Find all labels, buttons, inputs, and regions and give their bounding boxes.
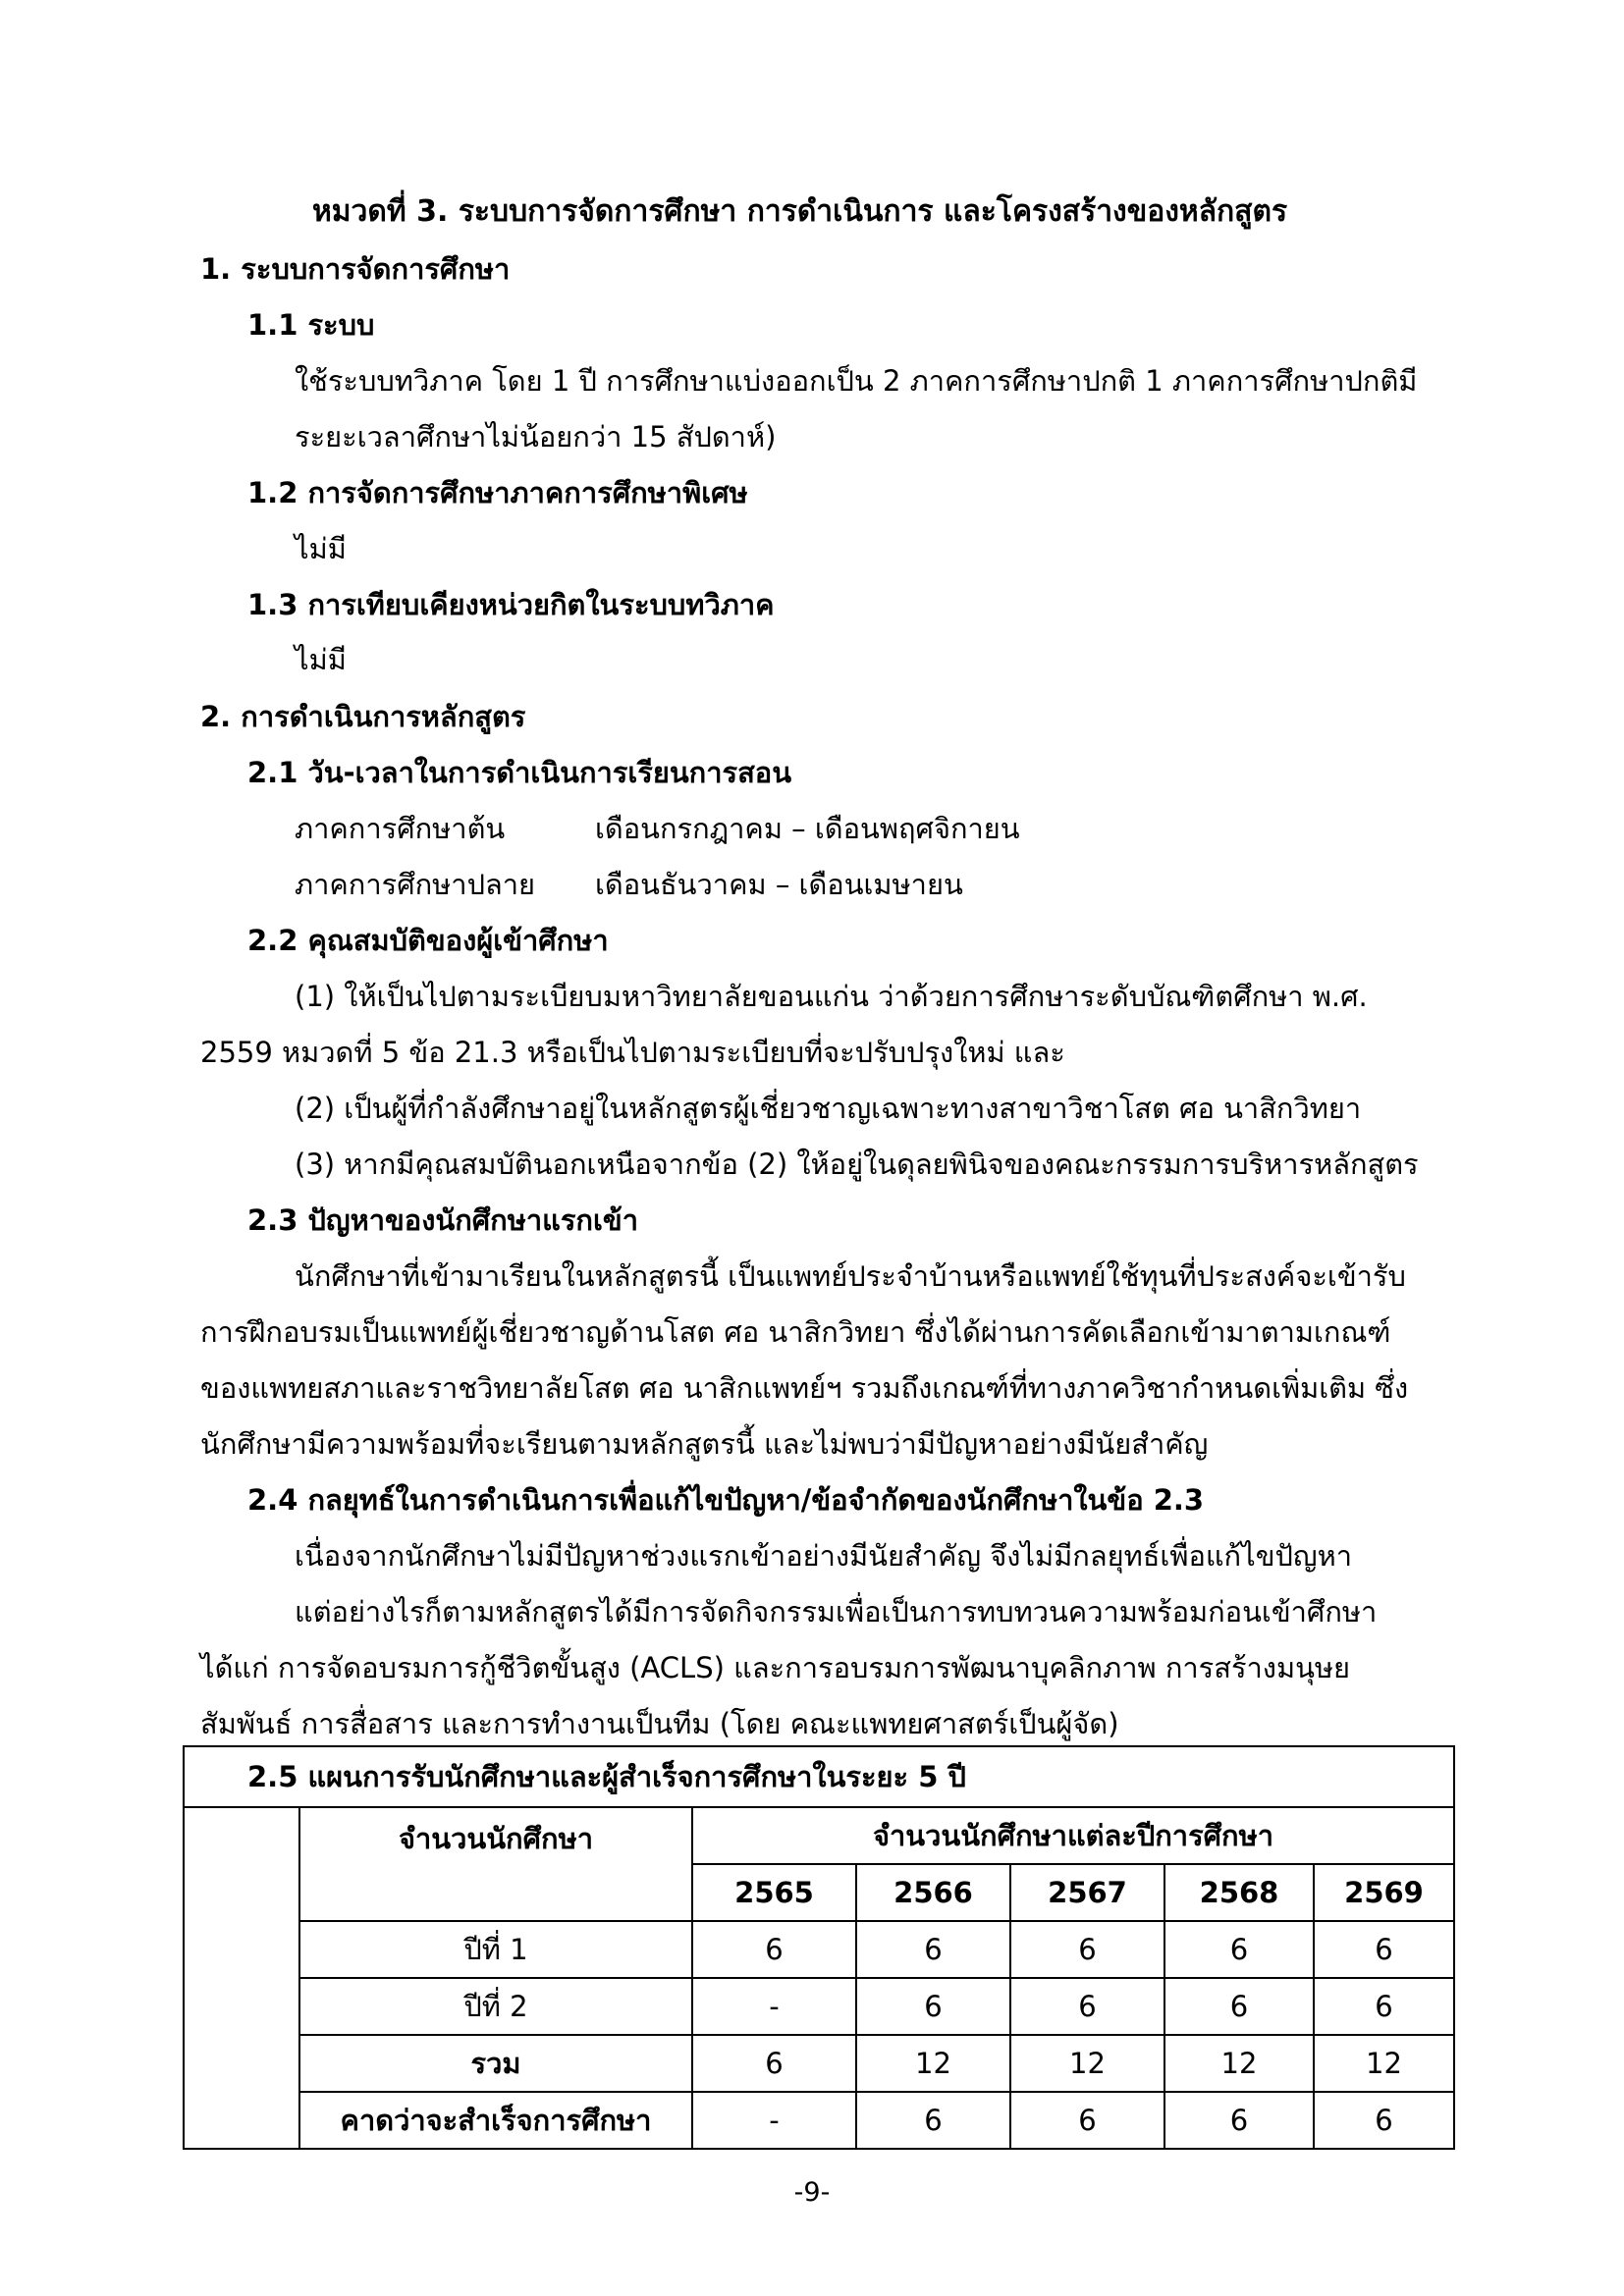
section-2-2-title: 2.2 คุณสมบัติของผู้เข้าศึกษา [247,924,609,957]
table-row [184,2092,1454,2149]
page-number: -9- [793,2177,831,2208]
section-2-2-line-2: 2559 หมวดที่ 5 ข้อ 21.3 หรือเป็นไปตามระเบียบที่จะปรับปรุงใหม่ และ [200,1036,1065,1069]
section-2-2-line-1: (1) ให้เป็นไปตามระเบียบมหาวิทยาลัยขอนแก่น ว่าด้วยการศึกษาระดับบัณฑิตศึกษา พ.ศ. [295,980,1368,1013]
table-cell: 6 [1164,2092,1314,2149]
table-caption-row [184,1746,1454,1807]
table-cell: 6 [1010,1921,1164,1978]
section-2-4-line-1: เนื่องจากนักศึกษาไม่มีปัญหาช่วงแรกเข้าอย่างมีนัยสำคัญ จึงไม่มีกลยุทธ์เพื่อแก้ไขปัญหา [295,1539,1353,1573]
table-cell: 12 [1314,2035,1454,2092]
table-cell: 6 [856,1921,1010,1978]
table-cell: 6 [1164,1921,1314,1978]
table-cell: 6 [856,1978,1010,2035]
student-plan-table [183,1745,1455,2150]
term-1-label: ภาคการศึกษาต้น [295,812,506,845]
section-2-title: 2. การดำเนินการหลักสูตร [200,700,526,733]
section-2-3-line-2: การฝึกอบรมเป็นแพทย์ผู้เชี่ยวชาญด้านโสต ศอ นาสิกวิทยา ซึ่งได้ผ่านการคัดเลือกเข้ามาตามเกณฑ์ [200,1315,1391,1349]
table-cell: 6 [692,1921,856,1978]
section-1-3-text: ไม่มี [295,643,347,676]
section-1-2-title: 1.2 การจัดการศึกษาภาคการศึกษาพิเศษ [247,476,748,509]
year-header: 2566 [856,1864,1010,1921]
table-cell: - [692,2092,856,2149]
section-2-4-title: 2.4 กลยุทธ์ในการดำเนินการเพื่อแก้ไขปัญหา/ข้อจำกัดของนักศึกษาในข้อ 2.3 [247,1483,1205,1517]
table-cell: 12 [1010,2035,1164,2092]
table-cell: 6 [1164,1978,1314,2035]
table-caption: 2.5 แผนการรับนักศึกษาและผู้สำเร็จการศึกษาในระยะ 5 ปี [184,1746,1454,1807]
term-1-value: เดือนกรกฎาคม – เดือนพฤศจิกายน [595,812,1020,845]
section-2-3-title: 2.3 ปัญหาของนักศึกษาแรกเข้า [247,1203,638,1237]
table-header-row [184,1807,1454,1864]
table-cell: 6 [1010,1978,1164,2035]
chapter-heading: หมวดที่ 3. ระบบการจัดการศึกษา การดำเนินการ และโครงสร้างของหลักสูตร [312,194,1288,229]
section-1-2-text: ไม่มี [295,532,347,565]
table-cell: 12 [856,2035,1010,2092]
column-header-group: จำนวนนักศึกษาแต่ละปีการศึกษา [692,1807,1454,1864]
year-header: 2565 [692,1864,856,1921]
section-1-1-text-line-2: ระยะเวลาศึกษาไม่น้อยกว่า 15 สัปดาห์) [295,420,777,454]
year-header: 2569 [1314,1864,1454,1921]
section-2-1-title: 2.1 วัน-เวลาในการดำเนินการเรียนการสอน [247,756,792,789]
section-2-2-line-3: (2) เป็นผู้ที่กำลังศึกษาอยู่ในหลักสูตรผู้เชี่ยวชาญเฉพาะทางสาขาวิชาโสต ศอ นาสิกวิทยา [295,1092,1362,1125]
year-header: 2567 [1010,1864,1164,1921]
row-label: ปีที่ 2 [299,1978,692,2035]
section-1-1-text-line-1: ใช้ระบบทวิภาค โดย 1 ปี การศึกษาแบ่งออกเป็น 2 ภาคการศึกษาปกติ 1 ภาคการศึกษาปกติมี [295,364,1418,398]
table-cell: 6 [1010,2092,1164,2149]
section-2-4-line-4: สัมพันธ์ การสื่อสาร และการทำงานเป็นทีม (โดย คณะแพทยศาสตร์เป็นผู้จัด) [200,1707,1119,1740]
term-2-label: ภาคการศึกษาปลาย [295,868,536,901]
section-1-3-title: 1.3 การเทียบเคียงหน่วยกิตในระบบทวิภาค [247,588,775,621]
year-header: 2568 [1164,1864,1314,1921]
table-cell: - [692,1978,856,2035]
section-2-3-line-1: นักศึกษาที่เข้ามาเรียนในหลักสูตรนี้ เป็นแพทย์ประจำบ้านหรือแพทย์ใช้ทุนที่ประสงค์จะเข้ารับ [295,1259,1406,1293]
section-2-3-line-4: นักศึกษามีความพร้อมที่จะเรียนตามหลักสูตรนี้ และไม่พบว่ามีปัญหาอย่างมีนัยสำคัญ [200,1427,1209,1461]
section-2-4-line-2: แต่อย่างไรก็ตามหลักสูตรได้มีการจัดกิจกรรมเพื่อเป็นการทบทวนความพร้อมก่อนเข้าศึกษา [295,1595,1378,1629]
section-2-4-line-3: ได้แก่ การจัดอบรมการกู้ชีวิตขั้นสูง (ACLS) และการอบรมการพัฒนาบุคลิกภาพ การสร้างมนุษย [200,1651,1351,1684]
table-row [184,1921,1454,1978]
table-row [184,2035,1454,2092]
term-2-value: เดือนธันวาคม – เดือนเมษายน [595,868,963,901]
section-2-2-line-4: (3) หากมีคุณสมบัตินอกเหนือจากข้อ (2) ให้อยู่ในดุลยพินิจของคณะกรรมการบริหารหลักสูตร [295,1148,1419,1181]
section-1-title: 1. ระบบการจัดการศึกษา [200,252,511,286]
section-2-3-line-3: ของแพทยสภาและราชวิทยาลัยโสต ศอ นาสิกแพทย์ฯ รวมถึงเกณฑ์ที่ทางภาควิชากำหนดเพิ่มเติม ซึ่ง [200,1371,1409,1405]
row-label: รวม [299,2035,692,2092]
table-cell: 6 [856,2092,1010,2149]
table-cell: 6 [1314,1978,1454,2035]
column-header-students: จำนวนนักศึกษา [299,1807,692,1921]
table-indent-cell [184,1807,299,2149]
table-cell: 6 [1314,1921,1454,1978]
row-label: ปีที่ 1 [299,1921,692,1978]
table-cell: 12 [1164,2035,1314,2092]
table-cell: 6 [692,2035,856,2092]
table-row [184,1978,1454,2035]
row-label: คาดว่าจะสำเร็จการศึกษา [299,2092,692,2149]
table-cell: 6 [1314,2092,1454,2149]
section-1-1-title: 1.1 ระบบ [247,308,375,342]
